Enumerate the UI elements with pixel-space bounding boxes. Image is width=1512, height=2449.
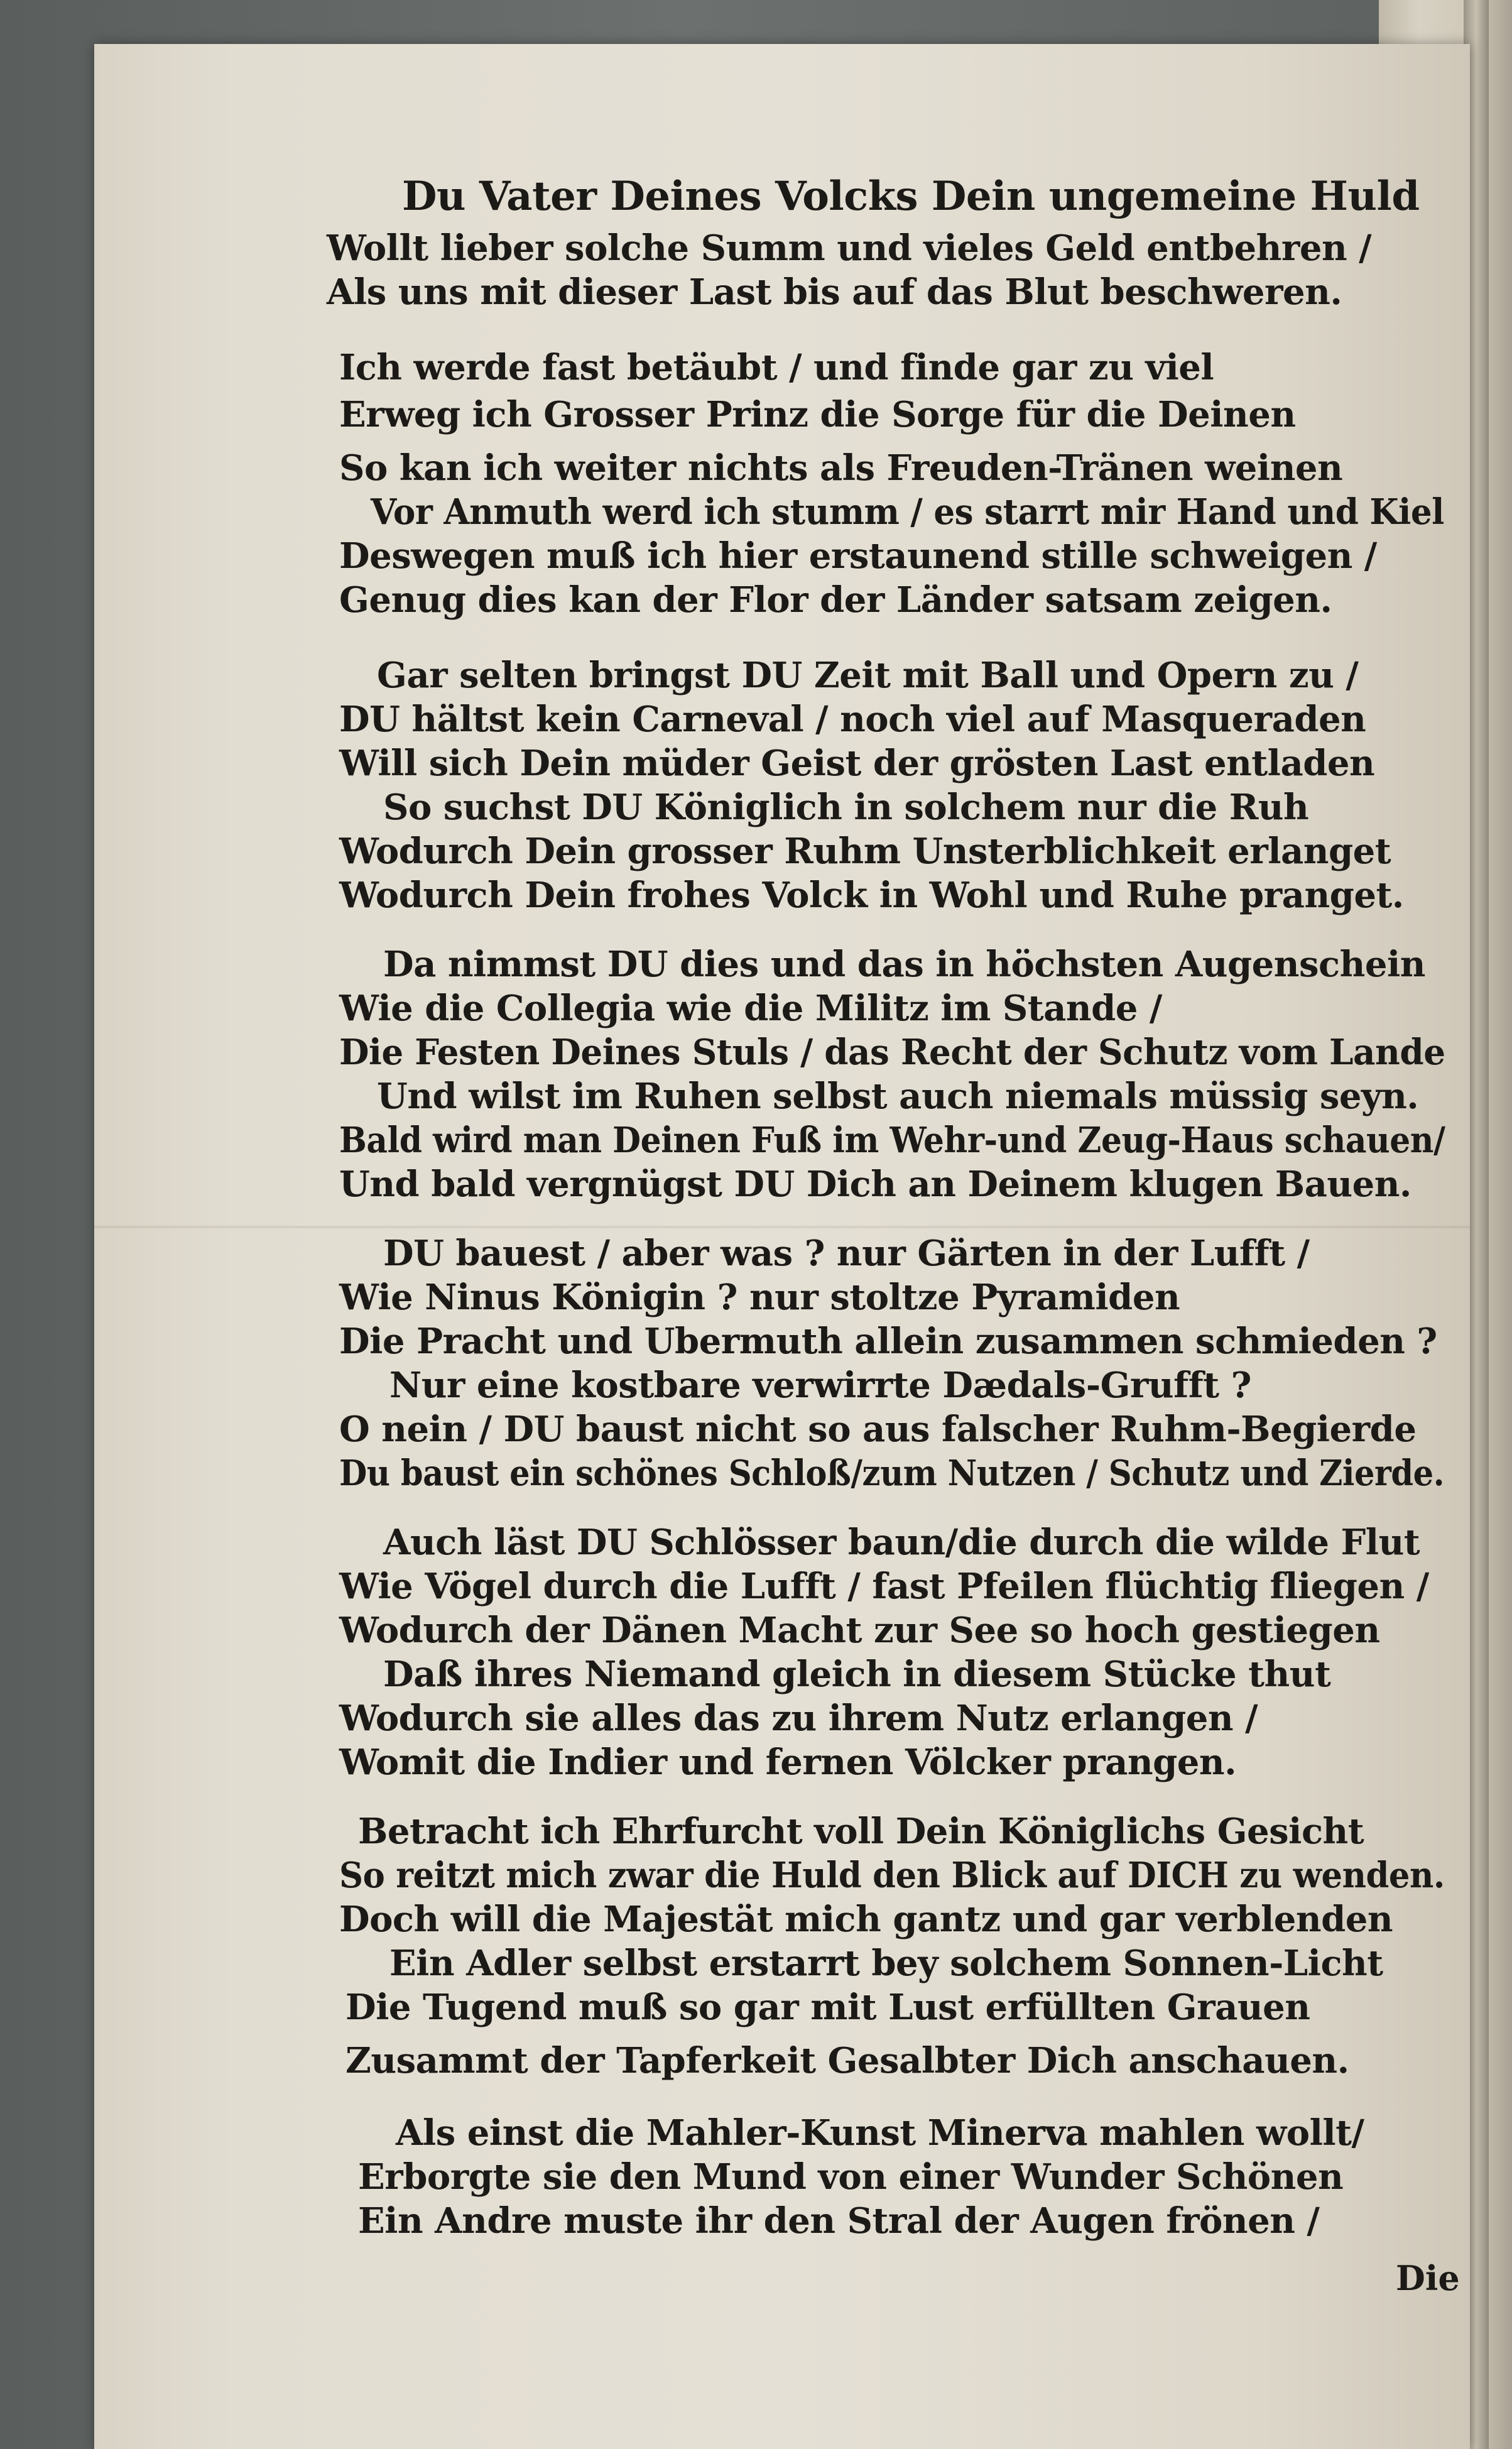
poem-line: Ein Andre muste ihr den Stral der Augen frönen /: [358, 2200, 1320, 2242]
poem-line: Bald wird man Deinen Fuß im Wehr-und Zeug-Haus schauen/: [339, 1120, 1445, 1161]
poem-line: Wodurch der Dänen Macht zur See so hoch gestiegen: [339, 1610, 1380, 1651]
poem-line: O nein / DU baust nicht so aus falscher Ruhm-Begierde: [339, 1409, 1417, 1450]
poem-line: Du Vater Deines Volcks Dein ungemeine Huld: [402, 173, 1420, 220]
poem-line: Die Festen Deines Stuls / das Recht der Schutz vom Lande: [339, 1032, 1445, 1073]
poem-line: Du baust ein schönes Schloß/zum Nutzen / Schutz und Zierde.: [339, 1453, 1445, 1494]
poem-line: Nur eine kostbare verwirrte Dædals-Grufft ?: [389, 1365, 1251, 1406]
poem-line: Wodurch sie alles das zu ihrem Nutz erlangen /: [339, 1698, 1258, 1739]
poem-line: Als uns mit dieser Last bis auf das Blut beschweren.: [327, 271, 1342, 313]
poem-line: So suchst DU Königlich in solchem nur die Ruh: [383, 787, 1309, 828]
poem-line: Die Pracht und Ubermuth allein zusammen schmieden ?: [339, 1321, 1437, 1362]
poem-line: Wie die Collegia wie die Militz im Stande /: [339, 988, 1162, 1029]
poem-line: Womit die Indier und fernen Völcker prangen.: [339, 1742, 1237, 1783]
poem-line: Auch läst DU Schlösser baun/die durch die wilde Flut: [383, 1522, 1420, 1563]
poem-line: Wollt lieber solche Summ und vieles Geld entbehren /: [327, 227, 1372, 269]
poem-line: Erborgte sie den Mund von einer Wunder Schönen: [358, 2156, 1344, 2198]
poem-line: Ein Adler selbst erstarrt bey solchem Sonnen-Licht: [389, 1943, 1383, 1984]
poem-line: Ich werde fast betäubt / und finde gar zu viel: [339, 347, 1214, 388]
poem-line: Wie Ninus Königin ? nur stoltze Pyramiden: [339, 1277, 1180, 1318]
poem-line: Daß ihres Niemand gleich in diesem Stücke thut: [383, 1654, 1331, 1695]
poem-line: Wie Vögel durch die Lufft / fast Pfeilen flüchtig fliegen /: [339, 1566, 1429, 1607]
poem-line: Zusammt der Tapferkeit Gesalbter Dich anschauen.: [345, 2040, 1349, 2081]
poem-line: Genug dies kan der Flor der Länder satsam zeigen.: [339, 579, 1332, 621]
poem-line: Betracht ich Ehrfurcht voll Dein Königlichs Gesicht: [358, 1811, 1364, 1852]
poem-line: DU hältst kein Carneval / noch viel auf Masqueraden: [339, 699, 1366, 740]
poem-line: Gar selten bringst DU Zeit mit Ball und Opern zu /: [377, 655, 1359, 696]
poem-line: Und bald vergnügst DU Dich an Deinem klugen Bauen.: [339, 1164, 1411, 1205]
poem-line: So kan ich weiter nichts als Freuden-Tränen weinen: [339, 447, 1343, 489]
poem-line: Erweg ich Grosser Prinz die Sorge für die Deinen: [339, 394, 1296, 435]
poem-line: DU bauest / aber was ? nur Gärten in der Lufft /: [383, 1233, 1310, 1274]
poem-line: Da nimmst DU dies und das in höchsten Augenschein: [383, 944, 1425, 985]
poem-line: Doch will die Majestät mich gantz und gar verblenden: [339, 1899, 1393, 1940]
catchword: Die: [1396, 2258, 1460, 2298]
poem-line: Vor Anmuth werd ich stumm / es starrt mir Hand und Kiel: [371, 491, 1444, 533]
poem-line: Und wilst im Ruhen selbst auch niemals müssig seyn.: [377, 1076, 1419, 1117]
poem-line: Deswegen muß ich hier erstaunend stille schweigen /: [339, 535, 1377, 577]
poem-line: So reitzt mich zwar die Huld den Blick auf DICH zu wenden.: [339, 1855, 1445, 1896]
poem-line: Wodurch Dein grosser Ruhm Unsterblichkeit erlanget: [339, 831, 1391, 872]
poem-line: Die Tugend muß so gar mit Lust erfüllten Grauen: [345, 1987, 1310, 2028]
poem-line: Wodurch Dein frohes Volck in Wohl und Ruhe pranget.: [339, 875, 1404, 916]
poem-line: Will sich Dein müder Geist der grösten Last entladen: [339, 743, 1375, 784]
poem-line: Als einst die Mahler-Kunst Minerva mahlen wollt/: [396, 2112, 1364, 2154]
